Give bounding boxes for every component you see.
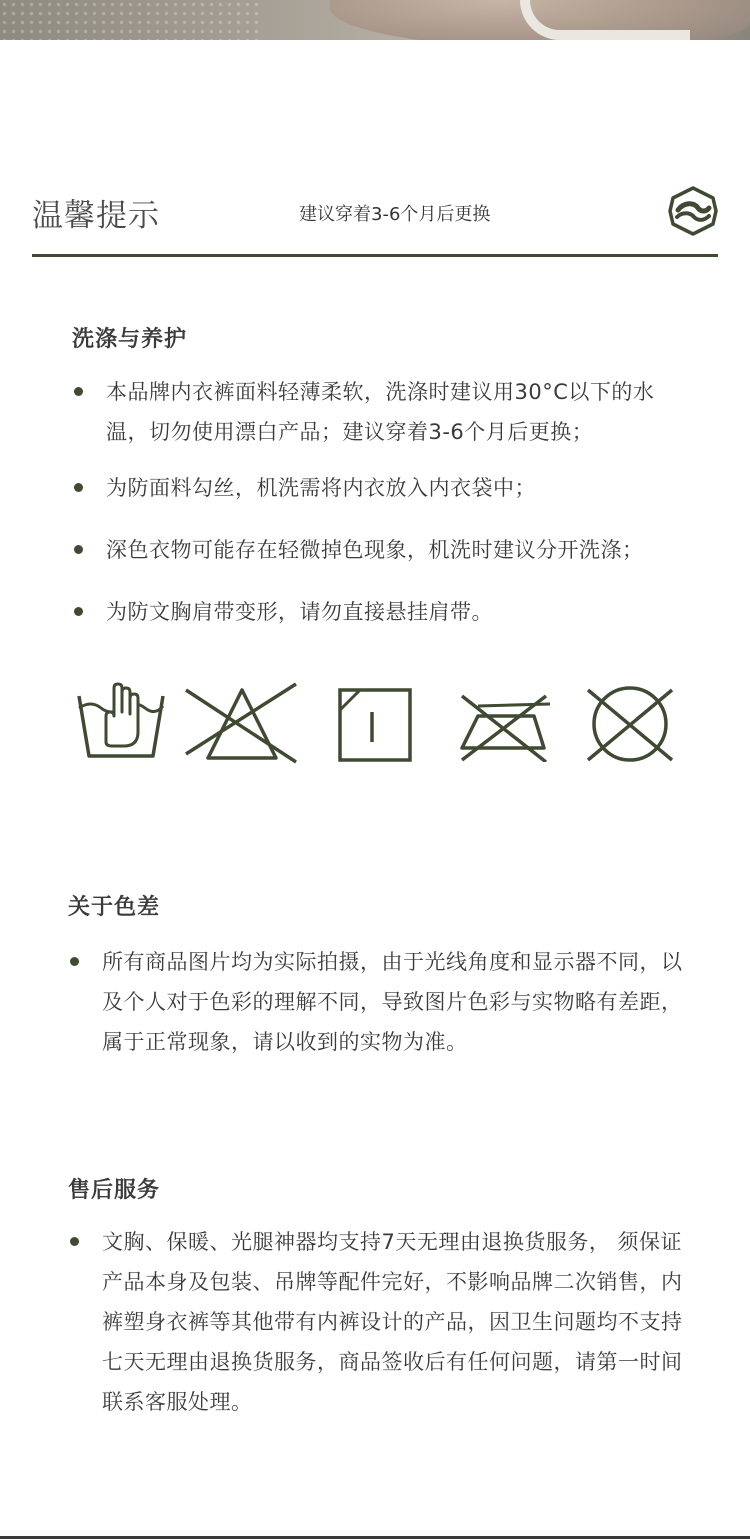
section-title-after-sales: 售后服务 [68, 1178, 161, 1203]
list-item-text: 为防文胸肩带变形，请勿直接悬挂肩带。 [106, 600, 493, 624]
header-subtitle: 建议穿着3-6个月后更换 [299, 204, 491, 225]
no-tumble-dry-icon [584, 682, 676, 768]
list-item [70, 1222, 685, 1422]
section-title-care: 洗涤与养护 [72, 327, 188, 352]
bullet-dot [74, 483, 83, 492]
section-title-color-difference: 关于色差 [68, 895, 161, 920]
product-photo-crop [0, 0, 750, 40]
list-item [74, 468, 689, 508]
bullet-dot [74, 545, 83, 554]
bullet-dot [74, 607, 83, 616]
no-iron-icon [456, 682, 552, 762]
bra-strap [520, 0, 690, 40]
list-item-text: 深色衣物可能存在轻微掉色现象，机洗时建议分开洗涤； [106, 538, 644, 562]
bullet-dot [74, 387, 83, 396]
list-item [74, 372, 689, 452]
list-item-text: 本品牌内衣裤面料轻薄柔软，洗涤时建议用30°C以下的水温，切勿使用漂白产品；建议穿着3-6个月后更换； [106, 380, 655, 444]
list-item-text: 为防面料勾丝，机洗需将内衣放入内衣袋中； [106, 476, 536, 500]
list-item [70, 942, 685, 1062]
list-item-text: 所有商品图片均为实际拍摄，由于光线角度和显示器不同，以及个人对于色彩的理解不同，导致图片色彩与实物略有差距，属于正常现象，请以收到的实物为准。 [102, 950, 683, 1054]
care-symbols [72, 682, 682, 772]
notice-header [32, 180, 718, 257]
header-title: 温馨提示 [32, 198, 160, 234]
no-bleach-icon [184, 682, 300, 768]
line-dry-icon [336, 682, 416, 762]
brand-wave-icon [668, 186, 718, 236]
hand-wash-icon [76, 682, 166, 762]
list-item-text: 文胸、保暖、光腿神器均支持7天无理由退换货服务， 须保证产品本身及包装、吊牌等配件完好，不影响品牌二次销售，内裤塑身衣裤等其他带有内裤设计的产品，因卫生问题均不支持七天无理由退换货服务，商品签收后有任何问题，请第一时间联系客服处理。 [102, 1230, 683, 1414]
bullet-dot [70, 957, 79, 966]
list-item [74, 592, 689, 632]
lace-texture [0, 0, 260, 40]
bullet-dot [70, 1237, 79, 1246]
list-item [74, 530, 689, 570]
